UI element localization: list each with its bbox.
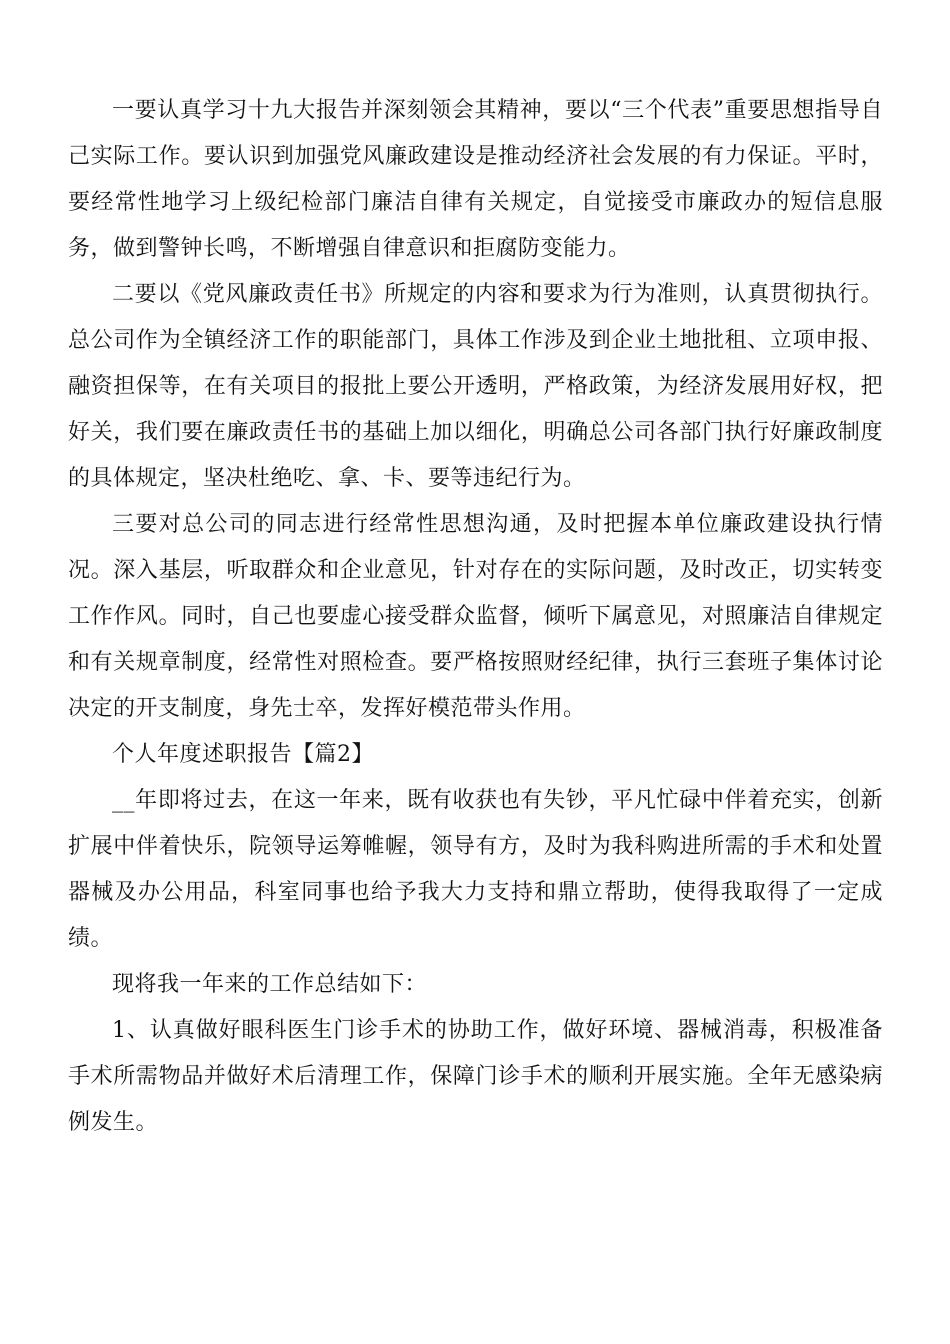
paragraph-communication: 三要对总公司的同志进行经常性思想沟通，及时把握本单位廉政建设执行情况。深入基层，听取群众和企业意见，针对存在的实际问题，及时改正，切实转变工作作风。同时，自己也要虚心接受群众监督，倾听下属意见，对照廉洁自律规定和有关规章制度，经常性对照检查。要严格按照财经纪律，执行三套班子集体讨论决定的开支制度，身先士卒，发挥好模范带头作用。: [68, 512, 883, 721]
section-heading: 个人年度述职报告【篇2】: [112, 742, 374, 767]
document-body: [68, 88, 883, 1146]
paragraph-item-1: 1、认真做好眼科医生门诊手术的协助工作，做好环境、器械消毒，积极准备手术所需物品并做好术后清理工作，保障门诊手术的顺利开展实施。全年无感染病例发生。: [68, 1018, 883, 1135]
paragraph-summary-intro: 现将我一年来的工作总结如下：: [112, 972, 428, 997]
paragraph-study-report: 一要认真学习十九大报告并深刻领会其精神，要以“三个代表”重要思想指导自己实际工作。要认识到加强党风廉政建设是推动经济社会发展的有力保证。平时，要经常性地学习上级纪检部门廉洁自律有关规定，自觉接受市廉政办的短信息服务，做到警钟长鸣，不断增强自律意识和拒腐防变能力。: [68, 98, 883, 261]
paragraph-year-review: __年即将过去，在这一年来，既有收获也有失钞，平凡忙碌中伴着充实，创新扩展中伴着快乐，院领导运筹帷幄，领导有方，及时为我科购进所需的手术和处置器械及办公用品，科室同事也给予我大力支持和鼎立帮助，使得我取得了一定成绩。: [68, 788, 883, 951]
paragraph-responsibility-book: 二要以《党风廉政责任书》所规定的内容和要求为行为准则，认真贯彻执行。总公司作为全镇经济工作的职能部门，具体工作涉及到企业土地批租、立项申报、融资担保等，在有关项目的报批上要公开透明，严格政策，为经济发展用好权，把好关，我们要在廉政责任书的基础上加以细化，明确总公司各部门执行好廉政制度的具体规定，坚决杜绝吃、拿、卡、要等违纪行为。: [68, 282, 883, 491]
